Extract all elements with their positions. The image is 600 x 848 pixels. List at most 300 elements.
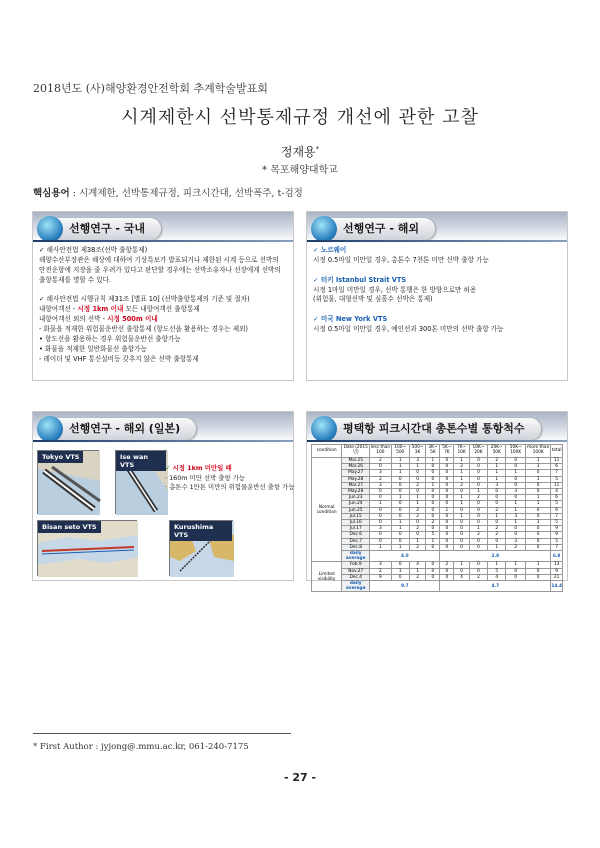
table-cell: 1 [391, 495, 409, 501]
table-cell: 1 [391, 464, 409, 470]
table-cell: 0 [526, 574, 551, 580]
body-line: 해양수산부장관은 해상에 대하여 기상특보가 발표되거나 제한된 시계 등으로 선박의 [39, 255, 279, 264]
table-cell: 0 [426, 507, 440, 513]
slide-domestic-research [32, 211, 294, 381]
average-row [312, 581, 563, 592]
table-cell: 0 [440, 526, 454, 532]
table-cell: 0 [409, 520, 426, 526]
table-cell: 2 [469, 495, 487, 501]
column-header: more than 100K [526, 445, 551, 458]
table-cell: 1 [526, 520, 551, 526]
table-cell: 21 [551, 574, 563, 580]
table-cell: 0 [391, 574, 409, 580]
keywords [33, 185, 303, 199]
table-cell: 1 [506, 501, 526, 507]
table-cell: 9 [551, 568, 563, 574]
table-cell: 4 [409, 562, 426, 568]
table-cell: Feb.9 [342, 562, 370, 568]
bullet-orb-icon [311, 216, 337, 242]
slide-title: 선행연구 - 해외 [343, 222, 419, 235]
table-cell: 0 [391, 501, 409, 507]
body-line: 출항통제를 명할 수 있다. [39, 275, 112, 284]
body-line: ✓ 해사안전법 시행규칙 제31조 [별표 10] (선박출항통제의 기준 및 절차) [39, 295, 250, 304]
table-cell: 2 [409, 544, 426, 550]
table-cell: 0 [454, 526, 470, 532]
table-cell: 0 [391, 476, 409, 482]
table-cell: 3 [409, 458, 426, 464]
table-cell: 0 [370, 464, 391, 470]
column-header: 7K~ 10K [454, 445, 470, 458]
table-cell: 0 [469, 464, 487, 470]
condition-cell: Normal condition [312, 458, 342, 562]
column-header: 50K~ 100K [506, 445, 526, 458]
table-cell: 0 [426, 526, 440, 532]
line-text: 내항여객선 - [39, 305, 78, 314]
table-cell: 1 [409, 464, 426, 470]
table-cell: Jul.15 [342, 513, 370, 519]
table-cell: Dec.8 [342, 544, 370, 550]
table-cell: 1 [526, 458, 551, 464]
column-header: 3K~ 5K [426, 445, 440, 458]
table-cell: 5 [551, 501, 563, 507]
map-label: Ise wan VTS [116, 451, 166, 471]
table-cell: 1 [526, 495, 551, 501]
table-cell: 2 [370, 476, 391, 482]
traffic-table [311, 444, 563, 592]
table-cell: 9 [551, 532, 563, 538]
table-cell: 0 [391, 513, 409, 519]
table-cell: 0 [426, 513, 440, 519]
table-cell: 6 [551, 495, 563, 501]
table-cell: 1 [426, 538, 440, 544]
table-cell: 0 [506, 458, 526, 464]
table-cell: 0 [469, 458, 487, 464]
table-cell: 0 [440, 568, 454, 574]
table-cell: 5 [551, 538, 563, 544]
average-label: daily average [342, 551, 370, 562]
average-row [312, 551, 563, 562]
bullet-orb-icon [37, 216, 63, 242]
slide-header [307, 412, 567, 442]
table-cell: Jun.24 [342, 501, 370, 507]
region-rule: 시정 0.5마일 미만일 경우, 예인선과 300톤 미만의 선박 출항 가능 [313, 325, 504, 334]
table-cell: 7 [551, 513, 563, 519]
slide-pyeongtaek-table [306, 411, 568, 592]
table-cell: 1 [526, 476, 551, 482]
keywords-text: : 시계제한, 선박통제규정, 피크시간대, 선박폭주, t-검정 [69, 188, 303, 199]
table-cell: 1 [506, 470, 526, 476]
table-cell: 2 [454, 482, 470, 488]
table-cell: 1 [391, 520, 409, 526]
table-cell: 0 [506, 532, 526, 538]
table-cell: 0 [440, 544, 454, 550]
table-cell: 0 [440, 532, 454, 538]
table-cell: 2 [370, 458, 391, 464]
rule-line: · 총톤수 1만톤 미만의 위험물운반선 출항 가능 [165, 483, 295, 492]
map-bisanseto-vts [37, 520, 137, 576]
table-cell: 0 [426, 574, 440, 580]
table-cell: 0 [526, 507, 551, 513]
bullet-orb-icon [37, 416, 63, 442]
table-cell: 0 [440, 476, 454, 482]
table-cell: 0 [391, 489, 409, 495]
table-cell: 1 [454, 495, 470, 501]
table-cell: Dec.7 [342, 538, 370, 544]
table-cell: 1 [526, 501, 551, 507]
table-cell: 0 [526, 544, 551, 550]
table-cell: 0 [469, 568, 487, 574]
table-cell: 0 [506, 464, 526, 470]
spacer [313, 305, 563, 315]
table-cell: 3 [370, 562, 391, 568]
table-cell: 0 [370, 538, 391, 544]
region-rule: (위험물, 대형선박 및 심흘수 선박은 통제) [313, 295, 433, 304]
table-cell: Nov.27 [342, 568, 370, 574]
table-cell: 2 [409, 526, 426, 532]
table-cell: Dec.4 [342, 574, 370, 580]
table-cell: 1 [391, 526, 409, 532]
body-line: • 항도선을 활용하는 경우 위험물운반선 출항가능 [39, 335, 181, 344]
table-cell: May.28 [342, 489, 370, 495]
map-label: Tokyo VTS [38, 451, 83, 463]
table-cell: 1 [440, 507, 454, 513]
average-large: 2.8 [440, 551, 551, 562]
table-cell: 0 [409, 476, 426, 482]
table-cell: 2 [488, 507, 506, 513]
table-cell: 0 [454, 538, 470, 544]
table-cell: 2 [469, 532, 487, 538]
table-cell: 6 [551, 507, 563, 513]
table-cell: 0 [488, 501, 506, 507]
table-cell: 0 [440, 513, 454, 519]
table-cell: 0 [370, 507, 391, 513]
table-cell: 1 [370, 501, 391, 507]
table-cell: 6 [551, 464, 563, 470]
body-line: ✓ 해사안전법 제38조(선박 출항통제) [39, 246, 148, 254]
table-cell: 0 [469, 562, 487, 568]
table-cell: 2 [409, 513, 426, 519]
table-cell: 0 [488, 489, 506, 495]
table-cell: 0 [488, 520, 506, 526]
table-cell: 0 [391, 482, 409, 488]
slide-header [307, 212, 567, 242]
table-cell: 1 [391, 458, 409, 464]
table-cell: 0 [440, 538, 454, 544]
table-cell: 0 [440, 489, 454, 495]
table-cell: 0 [506, 476, 526, 482]
average-small: 4.0 [370, 551, 440, 562]
conference-header: 2018년도 (사)해양환경안전학회 추계학술발표회 [33, 82, 268, 95]
table-cell: 0 [426, 476, 440, 482]
rule-line: · 160m 미만 선박 출항 가능 [165, 473, 245, 482]
table-cell: 7 [551, 544, 563, 550]
body-line [39, 315, 289, 325]
body-line [39, 305, 289, 315]
slide-title: 선행연구 - 국내 [69, 222, 145, 235]
body-line: • 화물을 적재한 일반화물선 출항가능 [39, 344, 147, 353]
table-cell: 1 [506, 562, 526, 568]
table-cell: 1 [426, 482, 440, 488]
table-cell: May.27 [342, 470, 370, 476]
table-cell: 0 [370, 489, 391, 495]
table-cell: 4 [454, 574, 470, 580]
table-cell: 0 [454, 507, 470, 513]
column-header: less than 100 [370, 445, 391, 458]
table-cell: 2 [370, 568, 391, 574]
table-cell: 0 [370, 513, 391, 519]
table-cell: 1 [488, 470, 506, 476]
table-cell: 0 [526, 470, 551, 476]
table-cell: 2 [409, 482, 426, 488]
table-cell: Jul.16 [342, 520, 370, 526]
table-cell: 4 [488, 574, 506, 580]
table-cell: Mar.25 [342, 458, 370, 464]
table-cell: 0 [469, 544, 487, 550]
body-line [39, 286, 289, 296]
table-cell: 0 [440, 574, 454, 580]
table-cell: 7 [551, 470, 563, 476]
table-cell: 3 [488, 482, 506, 488]
slide-japan-research [32, 411, 294, 581]
region-heading: ✓ 미국 New York VTS [313, 315, 388, 324]
table-cell: 1 [454, 470, 470, 476]
table-cell: 2 [409, 507, 426, 513]
table-cell: May.28 [342, 476, 370, 482]
table-cell: 4 [551, 489, 563, 495]
table-cell: 2 [488, 458, 506, 464]
table-cell: 1 [488, 464, 506, 470]
visibility-limit: 시정 500m 이내 [107, 315, 158, 324]
table-cell: 0 [469, 538, 487, 544]
table-cell: 0 [370, 532, 391, 538]
average-total: 6.8 [551, 551, 563, 562]
table-cell: 2 [469, 574, 487, 580]
region-rule: 시정 1마일 미만일 경우, 선박 통행은 한 방향으로만 허용 [313, 285, 477, 294]
table-cell: 3 [370, 482, 391, 488]
table-cell: 1 [409, 495, 426, 501]
table-cell: 2 [488, 526, 506, 532]
table-cell: 3 [370, 526, 391, 532]
spacer [313, 266, 563, 276]
table-cell: 1 [454, 476, 470, 482]
average-total: 14.4 [551, 581, 563, 592]
table-cell: 2 [426, 520, 440, 526]
table-cell: 0 [526, 568, 551, 574]
table-cell: 0 [469, 476, 487, 482]
table-cell: 9 [551, 526, 563, 532]
table-cell: 0 [526, 532, 551, 538]
table-cell: 0 [391, 562, 409, 568]
table-cell: 5 [488, 568, 506, 574]
table-cell: 0 [440, 501, 454, 507]
table-cell: 0 [409, 489, 426, 495]
table-cell: 1 [454, 513, 470, 519]
table-cell: 0 [440, 482, 454, 488]
page-number: - 27 - [283, 771, 317, 784]
table-cell: 0 [469, 501, 487, 507]
affiliation: * 목포해양대학교 [262, 165, 338, 176]
table-cell: 1 [469, 526, 487, 532]
table-cell: 9 [370, 574, 391, 580]
table-cell: 0 [426, 568, 440, 574]
body-line: - 화물을 적재한 위험물운반선 출항통제 (항도선을 활용하는 경우는 제외) [39, 325, 249, 334]
table-cell: 0 [454, 532, 470, 538]
column-header: condition [312, 445, 342, 458]
table-cell: 2 [440, 562, 454, 568]
table-cell: 5 [551, 520, 563, 526]
table-cell: 0 [506, 482, 526, 488]
table-cell: 0 [426, 544, 440, 550]
visibility-rule: 시정 1km 미만일 때 [172, 464, 232, 472]
author-name: 정재용 [280, 145, 316, 159]
table-cell: 0 [506, 568, 526, 574]
table-cell: 0 [454, 544, 470, 550]
table-cell: 1 [526, 562, 551, 568]
table-cell: 0 [488, 495, 506, 501]
map-label: Bisan seto VTS [38, 521, 101, 533]
slide-header [33, 212, 293, 242]
table-cell: 2 [506, 544, 526, 550]
table-cell: 2 [488, 532, 506, 538]
footnote: * First Author : jyjong@.mmu.ac.kr, 061-240-7175 [33, 742, 249, 752]
line-text: 모든 내항여객선 출항통제 [123, 305, 200, 314]
author-mark: * [315, 145, 320, 153]
table-cell: 0 [440, 464, 454, 470]
table-cell: 0 [526, 489, 551, 495]
table-cell: 1 [454, 562, 470, 568]
column-header: 500~ 3K [409, 445, 426, 458]
column-header: 5K~ 7K [440, 445, 454, 458]
table-cell: 1 [506, 507, 526, 513]
visibility-limit: 시정 1km 이내 [77, 305, 124, 314]
region-heading: ✓ 터키 Istanbul Strait VTS [313, 275, 407, 284]
map-label: Kurushima VTS [170, 521, 232, 541]
table-cell: 0 [426, 470, 440, 476]
region-rule: 시정 0.5마일 미만일 경우, 총톤수 7천톤 미만 선박 출항 가능 [313, 255, 489, 264]
slide-title: 선행연구 - 해외 (일본) [69, 422, 181, 435]
table-cell: 0 [391, 507, 409, 513]
table-cell: 0 [506, 526, 526, 532]
body-line: - 레이더 및 VHF 통신설비등 갖추지 않은 선박 출항통제 [39, 354, 199, 363]
table-cell: 1 [488, 544, 506, 550]
average-small: 9.7 [370, 581, 440, 592]
table-cell: 0 [488, 538, 506, 544]
slide-header [33, 412, 293, 442]
table-cell: 1 [469, 489, 487, 495]
table-cell: 0 [469, 513, 487, 519]
table-cell: 0 [409, 470, 426, 476]
body-line: 안전운항에 지장을 줄 우려가 있다고 판단할 경우에는 선박소유자나 선장에게 선박의 [39, 265, 281, 274]
table-cell: 1 [409, 501, 426, 507]
table-cell: 11 [551, 482, 563, 488]
table-cell: 3 [506, 538, 526, 544]
table-cell: Mar.27 [342, 482, 370, 488]
table-cell: 1 [454, 458, 470, 464]
table-cell: 0 [506, 574, 526, 580]
keywords-label: 핵심용어 [33, 188, 70, 199]
slide-body [39, 246, 289, 365]
table-cell: 0 [440, 495, 454, 501]
table-cell: 1 [488, 513, 506, 519]
table-cell: Jun.23 [342, 495, 370, 501]
table-cell: 0 [526, 538, 551, 544]
table-cell: 0 [426, 489, 440, 495]
table-cell: 0 [426, 562, 440, 568]
table-cell: 13 [551, 562, 563, 568]
column-header: 10K~ 20K [469, 445, 487, 458]
footnote-rule [33, 733, 291, 734]
table-cell: 0 [469, 507, 487, 513]
table-cell: 0 [426, 464, 440, 470]
table-cell: 0 [454, 489, 470, 495]
slide-body [313, 246, 563, 345]
table-cell: 0 [391, 532, 409, 538]
condition-cell: Limited visibility [312, 562, 342, 592]
table-cell: 0 [454, 520, 470, 526]
japan-rules [165, 464, 295, 493]
table-cell: 1 [506, 520, 526, 526]
table-cell: 0 [391, 538, 409, 544]
table-cell: 1 [488, 476, 506, 482]
table-cell: 3 [506, 489, 526, 495]
bullet-orb-icon [311, 416, 337, 442]
table-cell: 0 [440, 520, 454, 526]
table-cell: 1 [391, 544, 409, 550]
line-text: 내항여객선 외의 선박 - [39, 315, 108, 324]
table-cell: 1 [526, 464, 551, 470]
table-cell: 1 [370, 544, 391, 550]
table-cell: 0 [440, 470, 454, 476]
table-cell: Jun.25 [342, 507, 370, 513]
author [0, 143, 600, 160]
table-cell: 11 [551, 458, 563, 464]
table-cell: 0 [409, 532, 426, 538]
region-heading: ✓ 노르웨이 [313, 246, 347, 254]
table-cell: 1 [391, 470, 409, 476]
column-header: 100~ 500 [391, 445, 409, 458]
check-icon: ✓ [165, 464, 173, 472]
table-cell: 1 [391, 568, 409, 574]
map-tokyo-vts [37, 450, 99, 514]
table-cell: 1 [488, 562, 506, 568]
table-cell: 0 [454, 568, 470, 574]
table-cell: 1 [454, 501, 470, 507]
table-cell: 5 [426, 532, 440, 538]
table-cell: 0 [426, 501, 440, 507]
paper-title: 시계제한시 선박통제규정 개선에 관한 고찰 [121, 107, 479, 128]
table-cell: 0 [469, 520, 487, 526]
column-header: total [551, 445, 563, 458]
table-cell: 0 [506, 495, 526, 501]
table-cell: 0 [469, 482, 487, 488]
table-cell: 3 [370, 470, 391, 476]
average-label: daily average [342, 581, 370, 592]
table-cell: 0 [526, 482, 551, 488]
table-cell: 2 [409, 574, 426, 580]
table-cell: 0 [370, 495, 391, 501]
table-cell: 0 [526, 526, 551, 532]
slide-foreign-research [306, 211, 568, 381]
table-cell: 0 [426, 495, 440, 501]
column-header: 20K~ 50K [488, 445, 506, 458]
table-cell: 1 [409, 568, 426, 574]
table-cell: Jul.17 [342, 526, 370, 532]
table-cell: 2 [454, 464, 470, 470]
average-large: 4.7 [440, 581, 551, 592]
map-isewan-vts [115, 450, 167, 514]
table-cell: Mar.26 [342, 464, 370, 470]
map-kurushima-vts [169, 520, 233, 576]
